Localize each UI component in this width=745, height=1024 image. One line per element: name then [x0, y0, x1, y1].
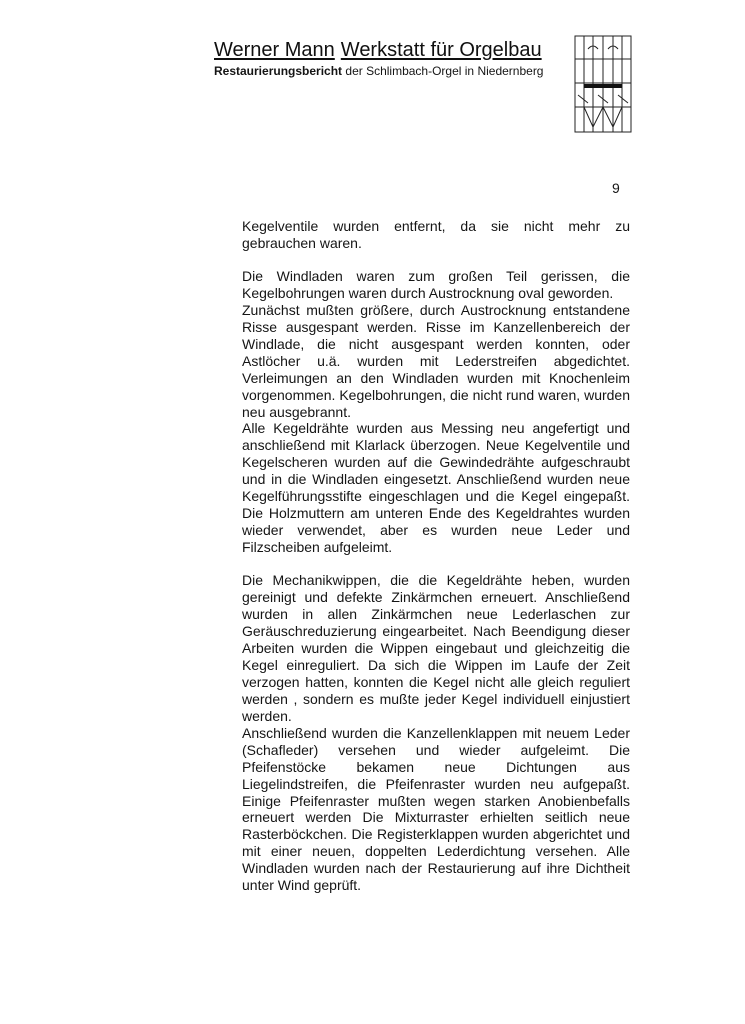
report-body: [242, 218, 630, 894]
paragraph: Alle Kegeldrähte wurden aus Messing neu angefertigt und anschließend mit Klarlack überzogen. Neue Kegelventile und Kegelscheren wurden auf die Gewindedrähte aufgeschraubt und in die Windladen eingesetzt. Anschließend wurden neue Kegelführungsstifte eingeschlagen und die Kegel eingepaßt. Die Holzmuttern am unteren Ende des Kegeldrahtes wurden wieder verwendet, aber es wurden neue Leder und Filzscheiben aufgeleimt.: [242, 420, 630, 556]
company-owner-name: Werner Mann: [214, 39, 335, 61]
letterhead-title: [214, 38, 542, 62]
report-type: Restaurierungsbericht: [214, 64, 343, 78]
paragraph: Die Mechanikwippen, die die Kegeldrähte heben, wurden gereinigt und defekte Zinkärmchen erneuert. Anschließend wurden in allen Zinkärmchen neue Lederlaschen zur Geräuschreduzierung eingearbeitet. Nach Beendigung dieser Arbeiten wurden die Wippen eingebaut und gleichzeitig die Kegel einreguliert. Da sich die Wippen im Laufe der Zeit verzogen hatten, konnten die Kegel nicht alle gleich reguliert werden , sondern es mußte jeder Kegel individuell einjustiert werden.: [242, 572, 630, 724]
paragraph: Zunächst mußten größere, durch Austrocknung entstandene Risse ausgespant werden. Risse im Kanzellenbereich der Windlade, die nicht ausgespant werden konnten, oder Astlöcher u.ä. wurden mit Lederstreifen abgedichtet. Verleimungen an den Windladen wurden mit Knochenleim vorgenommen. Kegelbohrungen, die nicht rund waren, wurden neu ausgebrannt.: [242, 301, 630, 420]
paragraph: Anschließend wurden die Kanzellenklappen mit neuem Leder (Schafleder) versehen und wieder aufgeleimt. Die Pfeifenstöcke bekamen neue Dichtungen aus Liegelindstreifen, die Pfeifenraster wurden neu aufgepaßt. Einige Pfeifenraster mußten wegen starken Anobienbefalls erneuert werden Die Mixturraster erhielten seitlich neue Rasterböckchen. Die Registerklappen wurden abgerichtet und mit einer neuen, doppelten Lederdichtung versehen. Alle Windladen wurden nach der Restaurierung auf ihre Dichtheit unter Wind geprüft.: [242, 724, 630, 894]
company-workshop-name: Werkstatt für Orgelbau: [340, 39, 542, 61]
letterhead-subtitle: [214, 64, 543, 79]
paragraph: Die Windladen waren zum großen Teil gerissen, die Kegelbohrungen waren durch Austrocknung oval geworden.: [242, 267, 630, 301]
page-number: 9: [612, 180, 620, 196]
report-subject: der Schlimbach-Orgel in Niedernberg: [345, 64, 544, 78]
paragraph: Kegelventile wurden entfernt, da sie nicht mehr zu gebrauchen waren.: [242, 218, 630, 251]
organ-pipes-logo-icon: [574, 35, 632, 133]
